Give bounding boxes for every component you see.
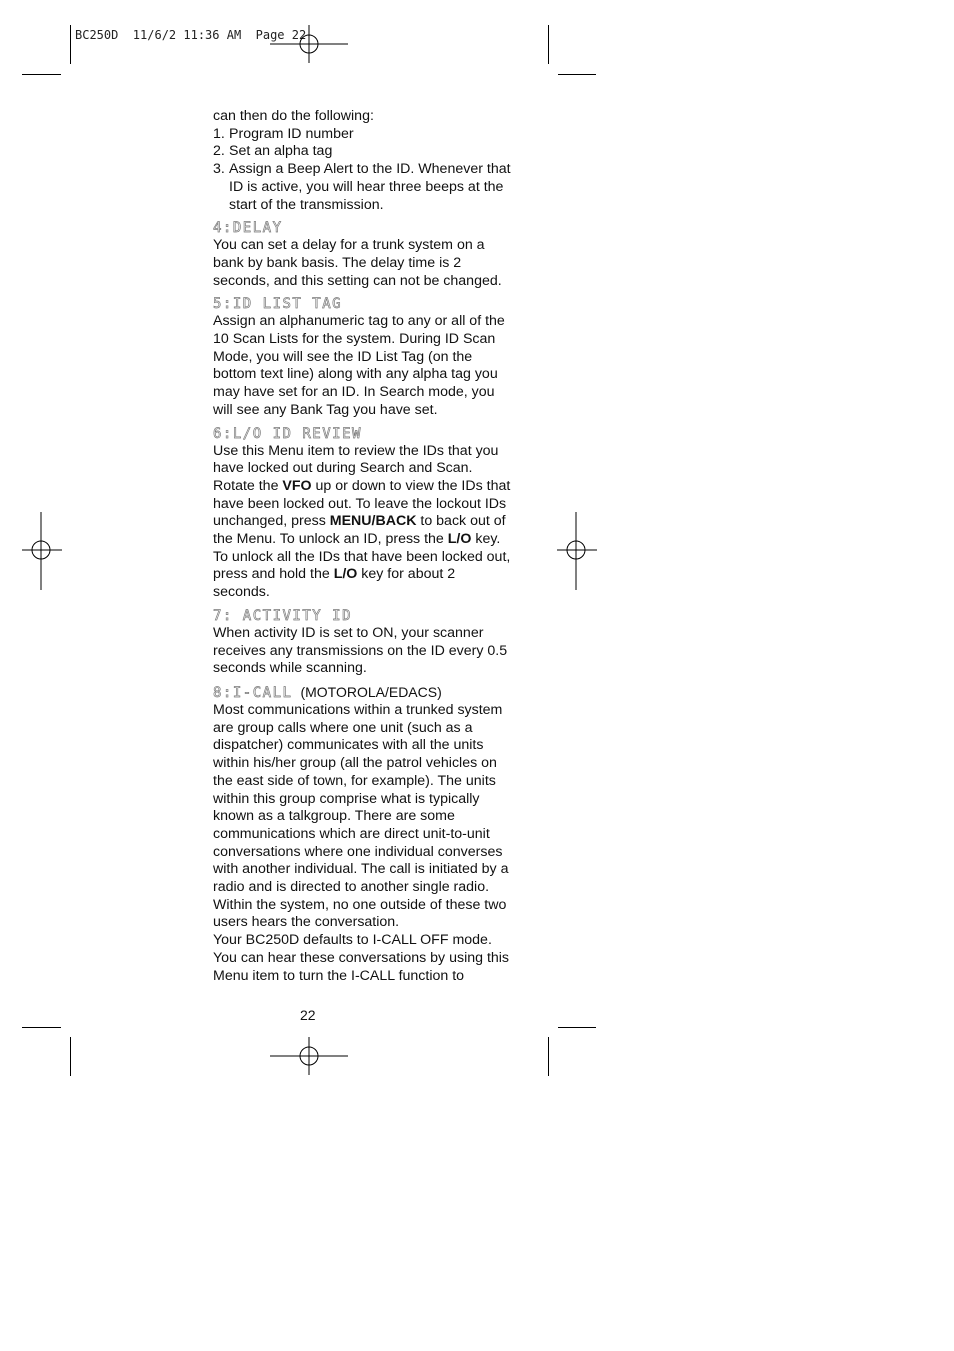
key-name: L/O <box>333 566 358 583</box>
section-heading-id-list-tag: 5:ID LIST TAG <box>213 296 343 313</box>
section-body-delay: You can set a delay for a trunk system on a bank by bank basis. The delay time is 2 seconds, and this setting can not be changed. <box>213 237 502 289</box>
body-text: key for about 2 seconds. <box>213 566 456 601</box>
key-name: L/O <box>447 531 472 548</box>
intro-text: can then do the following: <box>213 108 374 124</box>
print-slug: BC250D 11/6/2 11:36 AM Page 22 <box>75 28 307 42</box>
page-content <box>213 108 513 985</box>
key-name: VFO <box>282 477 312 494</box>
body-text: key. To unlock all the IDs that have been locked out, press and hold the <box>213 531 511 583</box>
section-body-id-list-tag: Assign an alphanumeric tag to any or all of the 10 Scan Lists for the system. During ID Scan Mode, you will see the ID List Tag (on the bottom text line) along with any alpha tag you may have set for an ID. In Search mode, you will see any Bank Tag you have set. <box>213 313 505 418</box>
body-text: Use this Menu item to review the IDs that you have locked out during Search and Scan. Rotate the <box>213 442 499 494</box>
section-body-i-call: Most communications within a trunked system are group calls where one unit (such as a dispatcher) communicates with all the units within his/her group (all the patrol vehicles on the east side of town, for example). The units within this group comprise what is typically known as a talkgroup. There are some communications which are direct unit-to-unit conversations where one individual converses with another individual. The call is initiated by a radio and is directed to another single radio. Within the system, no one outside of these two users hears the conversation. <box>213 701 509 931</box>
section-heading-lo-id-review: 6:L/O ID REVIEW <box>213 425 362 442</box>
registration-mark-icon <box>557 512 597 590</box>
list-item <box>213 143 513 161</box>
crop-mark <box>558 74 596 75</box>
body-text: up or down to view the IDs that have been locked out. To leave the lockout IDs unchanged, press <box>213 477 511 530</box>
list-text: Set an alpha tag <box>229 143 333 160</box>
list-text: Program ID number <box>229 125 354 142</box>
list-number: 1. <box>213 125 225 142</box>
list-item <box>213 126 513 144</box>
registration-mark-icon <box>270 1036 350 1076</box>
registration-mark-icon <box>270 24 350 64</box>
crop-mark <box>22 1027 61 1028</box>
crop-mark <box>70 1037 71 1076</box>
body-text: to back out of the Menu. To unlock an ID, press the <box>213 513 506 548</box>
option-list <box>213 126 513 215</box>
list-number: 2. <box>213 143 225 160</box>
heading-note: (MOTOROLA/EDACS) <box>300 683 442 700</box>
section-heading-delay: 4:DELAY <box>213 220 283 237</box>
crop-mark <box>558 1027 596 1028</box>
crop-mark <box>70 25 71 64</box>
registration-mark-icon <box>22 512 62 590</box>
section-heading-activity-id: 7: ACTIVITY ID <box>213 607 353 624</box>
list-item <box>213 161 513 214</box>
page-number: 22 <box>300 1007 316 1023</box>
section-body-lo-id-review <box>213 443 513 602</box>
section-body-activity-id: When activity ID is set to ON, your scanner receives any transmissions on the ID every 0.5 seconds while scanning. <box>213 624 508 677</box>
crop-mark <box>548 1037 549 1076</box>
crop-mark <box>548 25 549 64</box>
section-body-i-call-2: Your BC250D defaults to I-CALL OFF mode. You can hear these conversations by using this Menu item to turn the I-CALL function to <box>213 932 510 984</box>
section-heading-i-call: 8:I-CALL <box>213 684 293 701</box>
list-text: Assign a Beep Alert to the ID. Whenever that ID is active, you will hear three beeps at the start of the transmission. <box>229 161 511 213</box>
crop-mark <box>22 74 61 75</box>
key-name: MENU/BACK <box>329 513 417 530</box>
section-heading-row-i-call <box>213 683 513 702</box>
list-number: 3. <box>213 161 225 178</box>
